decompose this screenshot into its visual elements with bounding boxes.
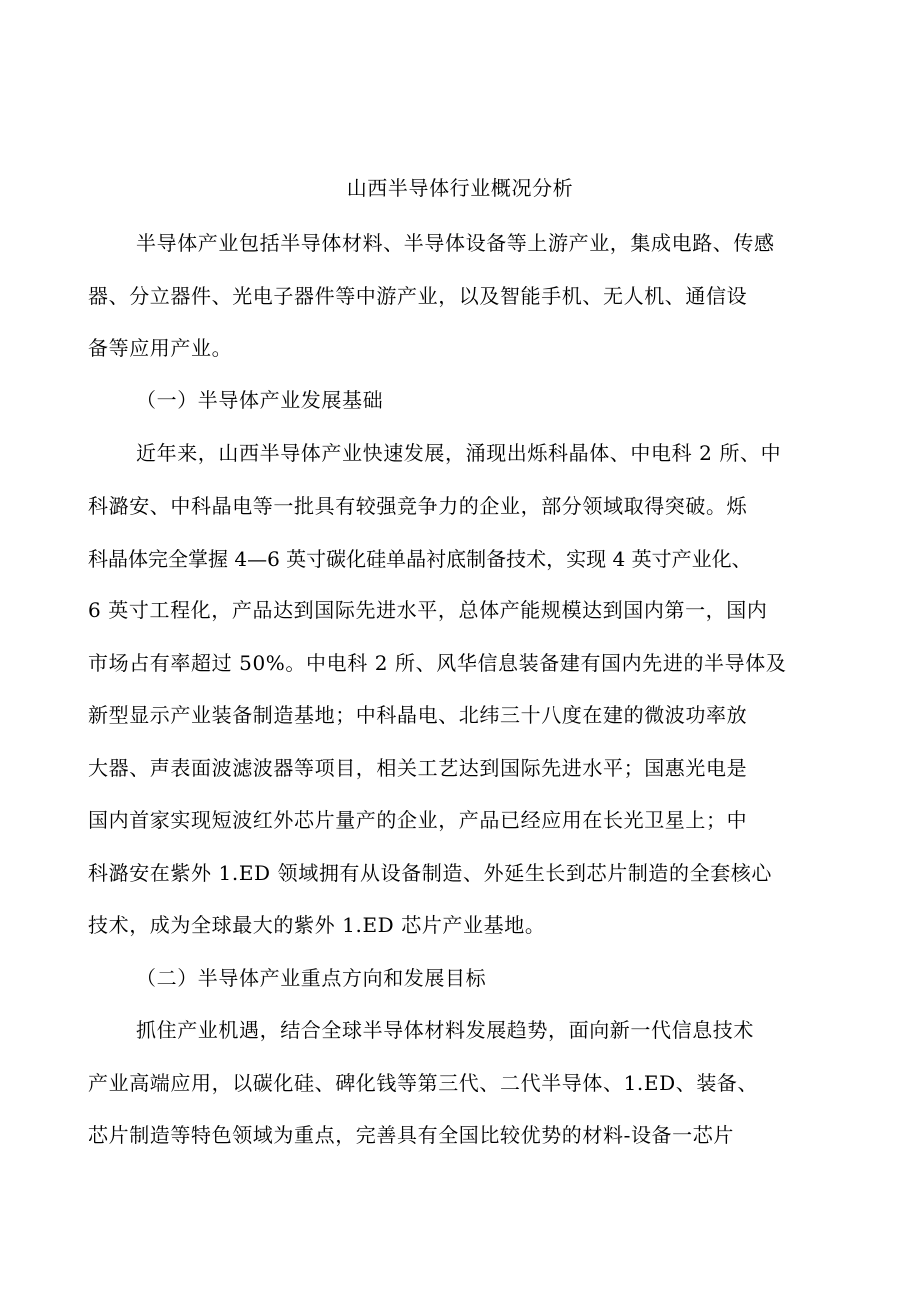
- section-2-line-1: 抓住产业机遇，结合全球半导体材料发展趋势，面向新一代信息技术: [136, 1018, 754, 1042]
- section-1-heading: （一）半导体产业发展基础: [136, 388, 384, 412]
- intro-line-3: 备等应用产业。: [88, 336, 233, 360]
- section-2-line-3: 芯片制造等特色领域为重点，完善具有全国比较优势的材料-设备一芯片: [88, 1123, 734, 1147]
- section-2-heading: （二）半导体产业重点方向和发展目标: [136, 966, 487, 990]
- section-1-line-10: 技术，成为全球最大的紫外 1.ED 芯片产业基地。: [88, 913, 546, 937]
- section-1-line-6: 新型显示产业装备制造基地；中科晶电、北纬三十八度在建的微波功率放: [88, 703, 748, 727]
- section-1-line-4: 6 英寸工程化，产品达到国际先进水平，总体产能规模达到国内第一，国内: [88, 598, 768, 622]
- intro-line-2: 器、分立器件、光电子器件等中游产业，以及智能手机、无人机、通信设: [88, 284, 748, 308]
- section-1-line-8: 国内首家实现短波红外芯片量产的企业，产品已经应用在长光卫星上；中: [88, 808, 748, 832]
- section-1-line-3: 科晶体完全掌握 4—6 英寸碳化硅单晶衬底制备技术，实现 4 英寸产业化、: [88, 547, 752, 571]
- section-2-line-2: 产业高端应用，以碳化硅、碑化钱等第三代、二代半导体、1.ED、装备、: [88, 1071, 759, 1095]
- section-1-line-5: 市场占有率超过 50%。中电科 2 所、风华信息装备建有国内先进的半导体及: [88, 651, 787, 675]
- section-1-line-1: 近年来，山西半导体产业快速发展，涌现出烁科晶体、中电科 2 所、中: [136, 441, 782, 465]
- intro-line-1: 半导体产业包括半导体材料、半导体设备等上游产业，集成电路、传感: [136, 231, 775, 255]
- section-1-line-9: 科潞安在紫外 1.ED 领域拥有从设备制造、外延生长到芯片制造的全套核心: [88, 861, 773, 885]
- document-title: 山西半导体行业概况分析: [346, 176, 574, 200]
- section-1-line-2: 科潞安、中科晶电等一批具有较强竞争力的企业，部分领域取得突破。烁: [88, 494, 748, 518]
- section-1-line-7: 大器、声表面波滤波器等项目，相关工艺达到国际先进水平；国惠光电是: [88, 756, 748, 780]
